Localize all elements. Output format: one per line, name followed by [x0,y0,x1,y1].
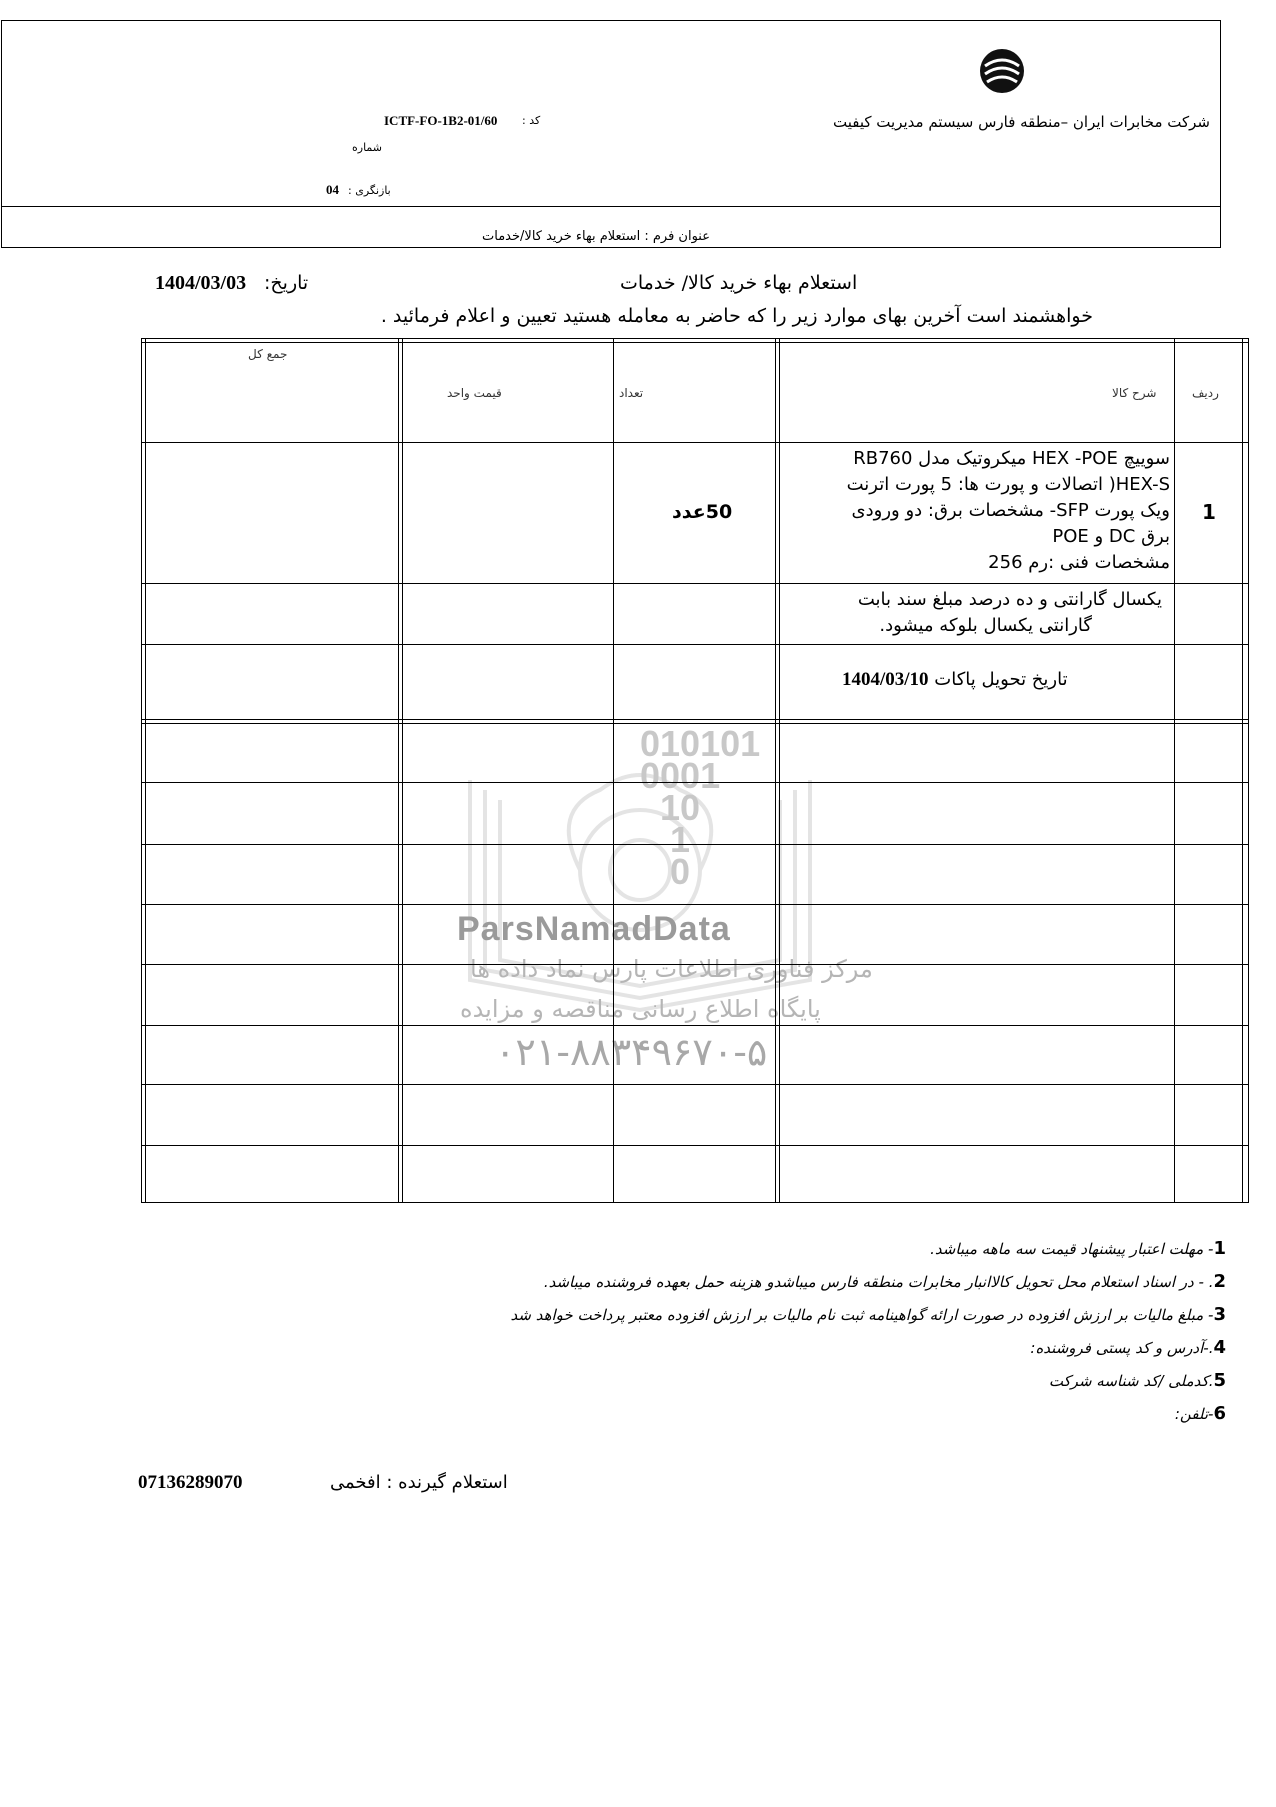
header-divider [2,206,1220,207]
table-hline [142,583,1248,584]
note-num: 3 [1213,1304,1226,1325]
company-name: شرکت مخابرات ایران –منطقه فارس سیستم مدیریت کیفیت [833,113,1210,131]
item-quantity: 50عدد [672,501,733,523]
table-hline [142,342,1248,343]
watermark-digits: 010101 0001 10 1 0 [640,723,761,892]
item-desc-line2: HEX-S( اتصالات و پورت ها: 5 پورت اترنت [846,474,1170,495]
receiver-phone: 07136289070 [138,1472,243,1493]
table-hline [142,782,1248,783]
note-num: 5 [1213,1370,1226,1391]
table-vline [1242,339,1243,1202]
request-text: خواهشمند است آخرین بهای موارد زیر را که حاضر به معامله هستید تعیین و اعلام فرمائید . [380,305,1093,327]
note-1 [930,1238,1226,1259]
code-label: کد : [522,114,541,127]
table-vline [613,339,614,1202]
table-hline [142,644,1248,645]
item-desc-line1: سوییچ HEX -POE میکروتیک مدل RB760 [853,448,1170,469]
watermark-brand: ParsNamadData [457,910,731,948]
table-vline [145,339,146,1202]
watermark-phone: ۰۲۱-۸۸۳۴۹۶۷۰-۵ [495,1030,768,1074]
revision-value: 04 [326,182,339,197]
note-4 [1030,1337,1226,1358]
company-logo [977,46,1027,96]
receiver-label: استعلام گیرنده : افخمی [330,1472,508,1493]
note-num: 6 [1213,1403,1226,1424]
item-row-number: 1 [1202,500,1216,524]
table-hline [142,719,1248,720]
warranty-line1: یکسال گارانتی و ده درصد مبلغ سند بابت [857,589,1162,610]
note-6 [1175,1403,1226,1424]
note-text: -تلفن: [1174,1405,1214,1423]
form-header [1,20,1221,248]
table-hline [142,1025,1248,1026]
code-value: ICTF-FO-1B2-01/60 [384,113,498,128]
table-vline [1174,339,1175,1202]
date-value: 1404/03/03 [155,272,247,294]
items-table [141,338,1249,1203]
table-vline [402,339,403,1202]
delivery-label: تاریخ تحویل پاکات [934,669,1068,690]
note-text: - مهلت اعتبار پیشنهاد قیمت سه ماهه میباشد. [930,1240,1214,1258]
note-text: .-آدرس و کد پستی فروشنده: [1030,1339,1214,1357]
date-label: تاریخ: [264,272,309,294]
table-hline [142,844,1248,845]
table-vline [398,339,399,1202]
item-desc-line5: مشخصات فنی :رم 256 [988,552,1170,573]
watermark-line2: پایگاه اطلاع رسانی مناقصه و مزایده [460,995,821,1023]
delivery-info [842,669,1068,691]
table-hline [142,964,1248,965]
watermark-line1: مرکز فناوری اطلاعات پارس نماد داده ها [470,955,873,983]
inquiry-title: استعلام بهاء خرید کالا/ خدمات [620,272,858,294]
header-unit-price: قیمت واحد [447,386,502,400]
header-total: جمع کل [248,347,288,361]
delivery-date: 1404/03/10 [842,669,929,690]
note-num: 2 [1213,1271,1226,1292]
item-desc-line3: ویک پورت SFP- مشخصات برق: دو ورودی [851,500,1170,521]
header-row-number: ردیف [1192,386,1219,400]
note-5 [1049,1370,1226,1391]
table-hline [142,442,1248,443]
note-3 [511,1304,1226,1325]
item-desc-line4: برق DC و POE [1052,526,1170,547]
table-hline [142,1145,1248,1146]
revision-label: بازنگری : [348,184,391,197]
table-hline [142,1084,1248,1085]
warranty-note [782,587,1162,639]
item-description [782,446,1170,576]
note-text: .کدملی /کد شناسه شرکت [1048,1372,1214,1390]
form-title: عنوان فرم : استعلام بهاء خرید کالا/خدمات [482,229,710,244]
note-num: 4 [1213,1337,1226,1358]
note-text: . - در اسناد استعلام محل تحویل کالاانبار مخابرات منطقه فارس میباشدو هزینه حمل بعهده فروشنده میباشد. [543,1273,1214,1291]
warranty-line2: گارانتی یکسال بلوکه میشود. [879,615,1092,636]
header-description: شرح کالا [1112,386,1157,400]
note-num: 1 [1213,1238,1226,1259]
table-hline [142,904,1248,905]
header-quantity: تعداد [619,386,644,400]
note-text: - مبلغ مالیات بر ارزش افزوده در صورت ارائه گواهینامه ثبت نام مالیات بر ارزش افزوده معتبر پرداخت خواهد شد [510,1306,1214,1324]
table-vline [779,339,780,1202]
table-vline [775,339,776,1202]
table-hline [142,723,1248,724]
number-label: شماره [352,141,383,154]
note-2 [544,1271,1226,1292]
